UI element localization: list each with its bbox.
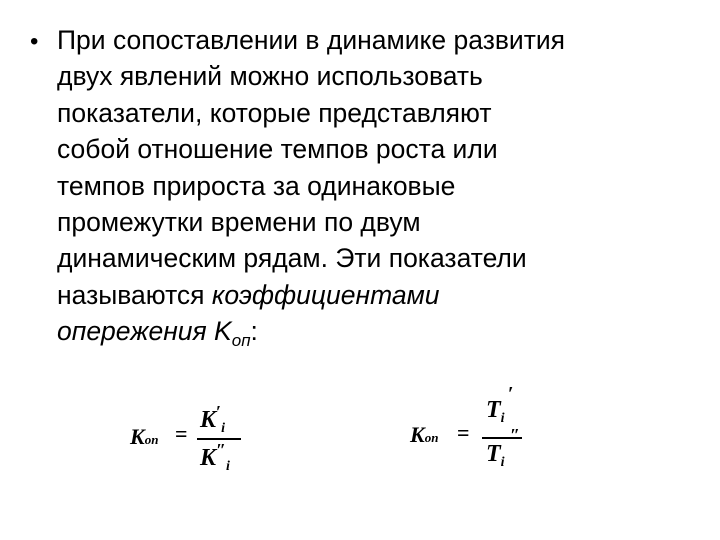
text-line: двух явлений можно использовать — [57, 61, 483, 92]
formula-subscript: i — [225, 459, 230, 474]
formula-subscript: i — [500, 411, 505, 426]
formula-symbol: K — [410, 422, 425, 447]
formula-symbol: K — [200, 407, 217, 433]
formula-coefficient-t — [410, 385, 550, 485]
term-italic: опережения K — [57, 316, 232, 347]
formula-denominator — [200, 440, 230, 475]
text-line: темпов прироста за одинаковые — [57, 170, 456, 201]
formula-subscript: i — [221, 421, 225, 436]
equals-sign: = — [457, 420, 470, 445]
formula-lhs — [130, 424, 158, 450]
text-line: показатели, которые представляют — [57, 97, 492, 128]
prime-mark: ′ — [216, 402, 222, 422]
text-line — [57, 277, 680, 313]
formula-denominator — [486, 441, 505, 471]
text-plain: : — [250, 316, 258, 347]
formula-symbol: T — [486, 397, 501, 423]
formula-coefficient-k — [130, 398, 260, 488]
double-prime-mark: ″ — [510, 425, 520, 445]
formula-symbol: K — [130, 424, 145, 449]
text-line: динамическим рядам. Эти показатели — [57, 243, 527, 274]
formula-subscript: i — [500, 455, 505, 470]
double-prime-mark: ″ — [216, 440, 226, 460]
bullet-marker: • — [30, 28, 39, 55]
text-line: собой отношение темпов роста или — [57, 134, 498, 165]
text-plain: называются — [57, 279, 212, 310]
equals-sign: = — [175, 421, 188, 446]
text-line — [57, 313, 680, 359]
text-line: При сопоставлении в динамике развития — [57, 25, 566, 55]
formula-numerator — [200, 402, 225, 437]
term-italic: коэффициентами — [211, 279, 440, 310]
prime-mark: ′ — [508, 383, 514, 405]
bullet-text — [57, 22, 680, 360]
term-subscript: оп — [231, 331, 251, 351]
formula-subscript: оп — [144, 432, 159, 447]
formula-symbol: K — [200, 445, 217, 471]
formula-symbol: T — [486, 441, 501, 467]
text-line: промежутки времени по двум — [57, 207, 421, 238]
bullet-item — [30, 22, 680, 360]
formula-subscript: оп — [424, 430, 439, 445]
formula-numerator — [486, 397, 505, 427]
formula-lhs — [410, 422, 438, 448]
